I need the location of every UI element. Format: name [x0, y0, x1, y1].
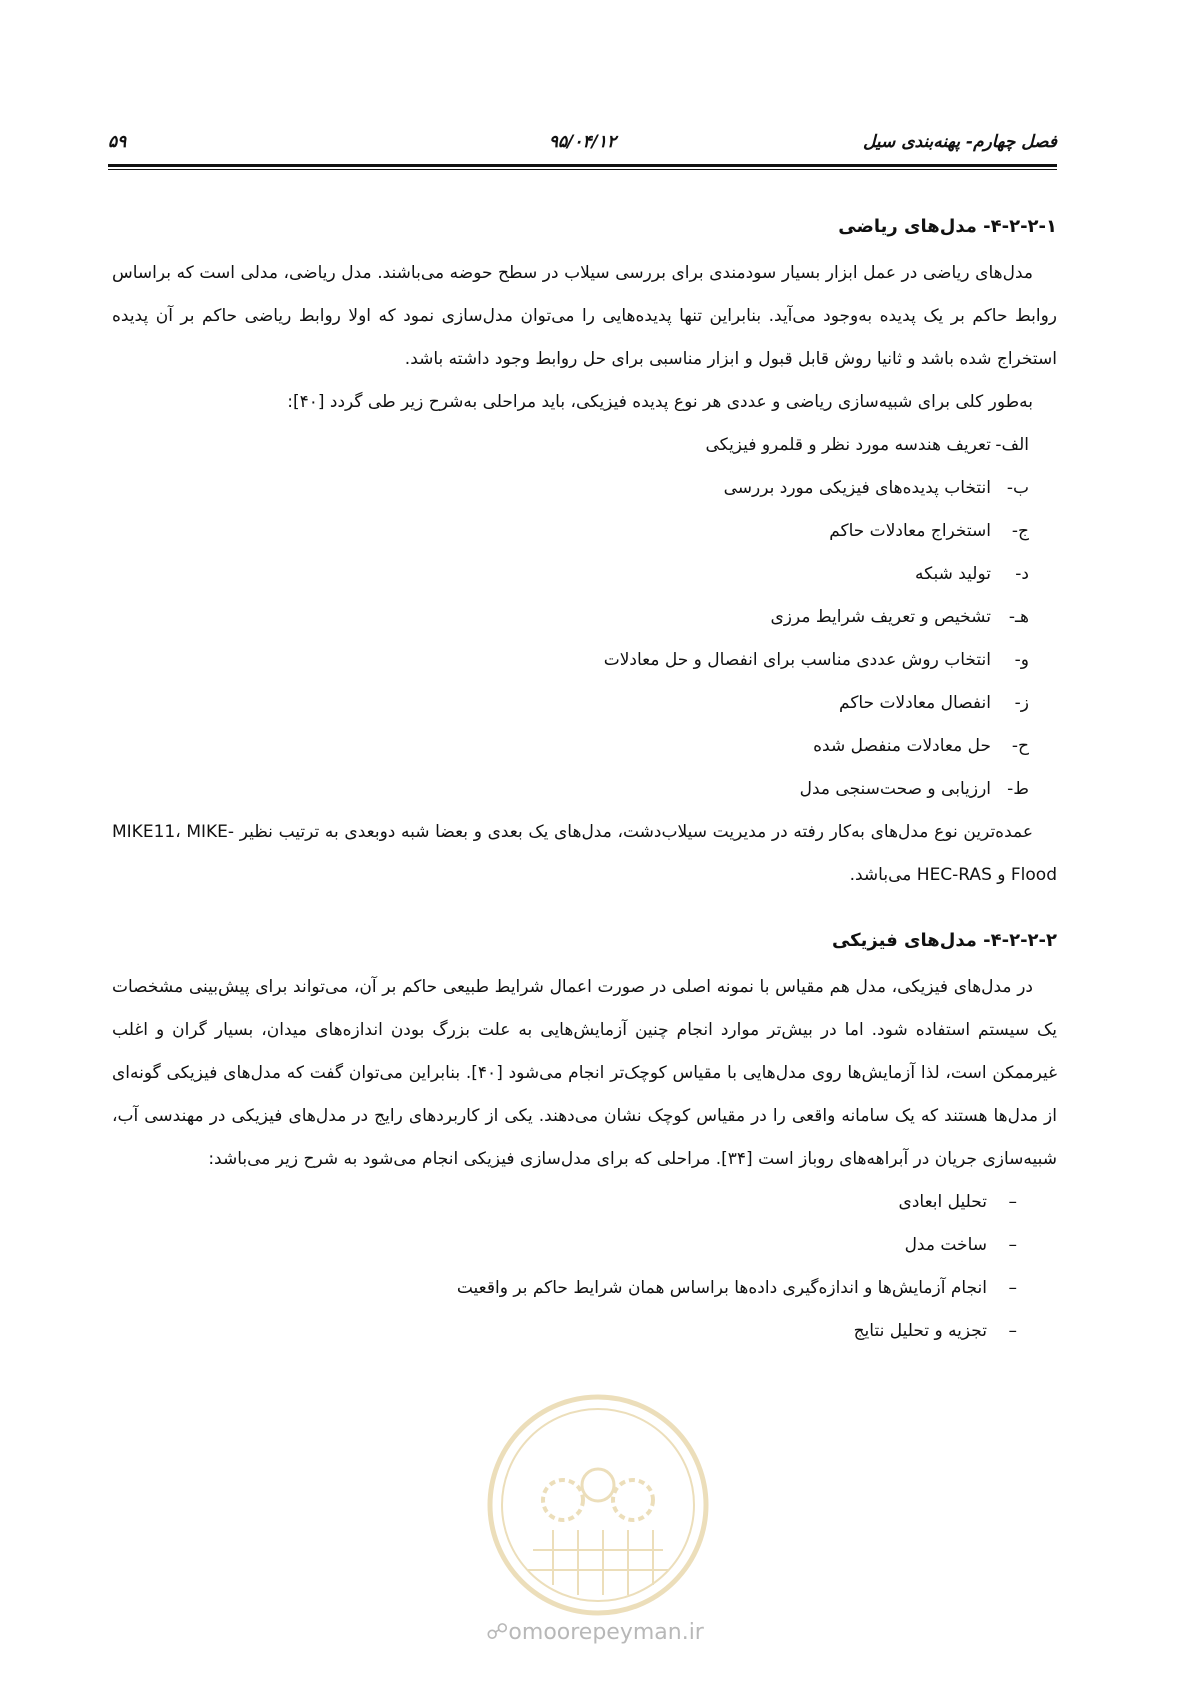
- list-item-label: و-: [1014, 650, 1029, 670]
- seal-logo: [483, 1390, 713, 1620]
- section-heading-mathematical-models: ۴-۲-۲-۱- مدل‌های ریاضی: [838, 216, 1057, 237]
- list-item-text: انفصال معادلات حاکم: [839, 693, 991, 713]
- list-item: [112, 1181, 1057, 1224]
- list-item-label: ط-: [1007, 779, 1029, 799]
- list-item: [112, 682, 1057, 725]
- list-item: [112, 725, 1057, 768]
- list-item: [112, 553, 1057, 596]
- list-item-label: –: [1008, 1192, 1017, 1212]
- list-item-label: –: [1008, 1278, 1017, 1298]
- list-item-label: ز-: [1014, 693, 1029, 713]
- watermark-text: omoorepeyman.ir: [508, 1620, 704, 1645]
- list-item-text: تحلیل ابعادی: [898, 1192, 987, 1212]
- list-item-text: تعریف هندسه مورد نظر و قلمرو فیزیکی: [705, 435, 991, 455]
- list-item: [112, 510, 1057, 553]
- list-item: [112, 424, 1057, 467]
- simulation-steps-list: [112, 424, 1057, 811]
- section-heading-physical-models: ۴-۲-۲-۲- مدل‌های فیزیکی: [831, 930, 1057, 951]
- list-item-text: انجام آزمایش‌ها و اندازه‌گیری داده‌ها براساس همان شرایط حاکم بر واقعیت: [456, 1278, 987, 1298]
- list-item-label: ح-: [1011, 736, 1029, 756]
- list-item-label: ب-: [1006, 478, 1029, 498]
- list-item-label: –: [1008, 1235, 1017, 1255]
- watermark: [0, 1620, 1190, 1645]
- list-item: [112, 467, 1057, 510]
- paragraph: در مدل‌های فیزیکی، مدل هم مقیاس با نمونه اصلی در صورت اعمال شرایط طبیعی حاکم بر آن، می‌تواند برای پیش‌بینی مشخصات یک سیستم استفاده شود. اما در بیش‌تر موارد انجام چنین آزمایش‌هایی به علت بزرگ بودن اندازه‌های میدان، بسیار گران و اغلب غیرممکن است، لذا آزمایش‌ها روی مدل‌هایی با مقیاس کوچک‌تر انجام می‌شود [۴۰]. بنابراین می‌توان گفت که مدل‌های فیزیکی گونه‌ای از مدل‌ها هستند که یک سامانه واقعی را در مقیاس کوچک نشان می‌دهند. یکی از کاربردهای رایج در مدل‌های فیزیکی در مهندسی آب، شبیه‌سازی جریان در آبراهه‌های روباز است [۳۴]. مراحلی که برای مدل‌سازی فیزیکی انجام می‌شود به شرح زیر می‌باشد:: [112, 977, 1057, 1169]
- page-body: [112, 205, 1057, 1353]
- paragraph: مدل‌های ریاضی در عمل ابزار بسیار سودمندی برای بررسی سیلاب در سطح حوضه می‌باشند. مدل ریاضی، مدلی است که براساس روابط حاکم بر یک پدیده به‌وجود می‌آید. بنابراین تنها پدیده‌هایی را می‌توان مدل‌سازی نمود که اولا روابط ریاضی حاکم بر آن پدیده استخراج شده باشد و ثانیا روش قابل قبول و ابزار مناسبی برای حل روابط وجود داشته باشد.: [112, 263, 1057, 369]
- page-number: ۵۹: [108, 132, 127, 152]
- list-item-text: استخراج معادلات حاکم: [829, 521, 991, 541]
- list-item: [112, 639, 1057, 682]
- header-rule-thin: [108, 169, 1057, 170]
- list-item-text: انتخاب پدیده‌های فیزیکی مورد بررسی: [723, 478, 991, 498]
- list-item-label: الف-: [995, 435, 1029, 455]
- list-item-label: ج-: [1011, 521, 1029, 541]
- list-item: [112, 1267, 1057, 1310]
- list-item-text: حل معادلات منفصل شده: [813, 736, 991, 756]
- list-item-text: ساخت مدل: [904, 1235, 987, 1255]
- watermark-icon: ☍: [486, 1620, 509, 1645]
- list-item: [112, 596, 1057, 639]
- list-item-text: ارزیابی و صحت‌سنجی مدل: [799, 779, 991, 799]
- list-item: [112, 1310, 1057, 1353]
- list-item-text: تشخیص و تعریف شرایط مرزی: [770, 607, 991, 627]
- section-gap: [112, 897, 1057, 919]
- page-header: [108, 128, 1057, 168]
- list-item-label: –: [1008, 1321, 1017, 1341]
- list-item: [112, 768, 1057, 811]
- list-item-label: هـ-: [1008, 607, 1029, 627]
- list-item-text: تولید شبکه: [914, 564, 991, 584]
- paragraph: به‌طور کلی برای شبیه‌سازی ریاضی و عددی هر نوع پدیده فیزیکی، باید مراحلی به‌شرح زیر طی گردد [۴۰]:: [287, 392, 1033, 412]
- chapter-title: فصل چهارم- پهنه‌بندی سیل: [863, 132, 1057, 152]
- physical-modeling-steps-list: [112, 1181, 1057, 1353]
- list-item-label: د-: [1015, 564, 1029, 584]
- paragraph: عمده‌ترین نوع مدل‌های به‌کار رفته در مدیریت سیلاب‌دشت، مدل‌های یک بعدی و بعضا شبه دوبعدی به ترتیب نظیر MIKE11، MIKE-Flood و HEC-RAS می‌باشد.: [112, 822, 1057, 885]
- list-item: [112, 1224, 1057, 1267]
- header-date: ۹۵/۰۴/۱۲: [548, 132, 617, 152]
- header-rule: [108, 164, 1057, 167]
- list-item-text: انتخاب روش عددی مناسب برای انفصال و حل معادلات: [603, 650, 991, 670]
- list-item-text: تجزیه و تحلیل نتایج: [853, 1321, 987, 1341]
